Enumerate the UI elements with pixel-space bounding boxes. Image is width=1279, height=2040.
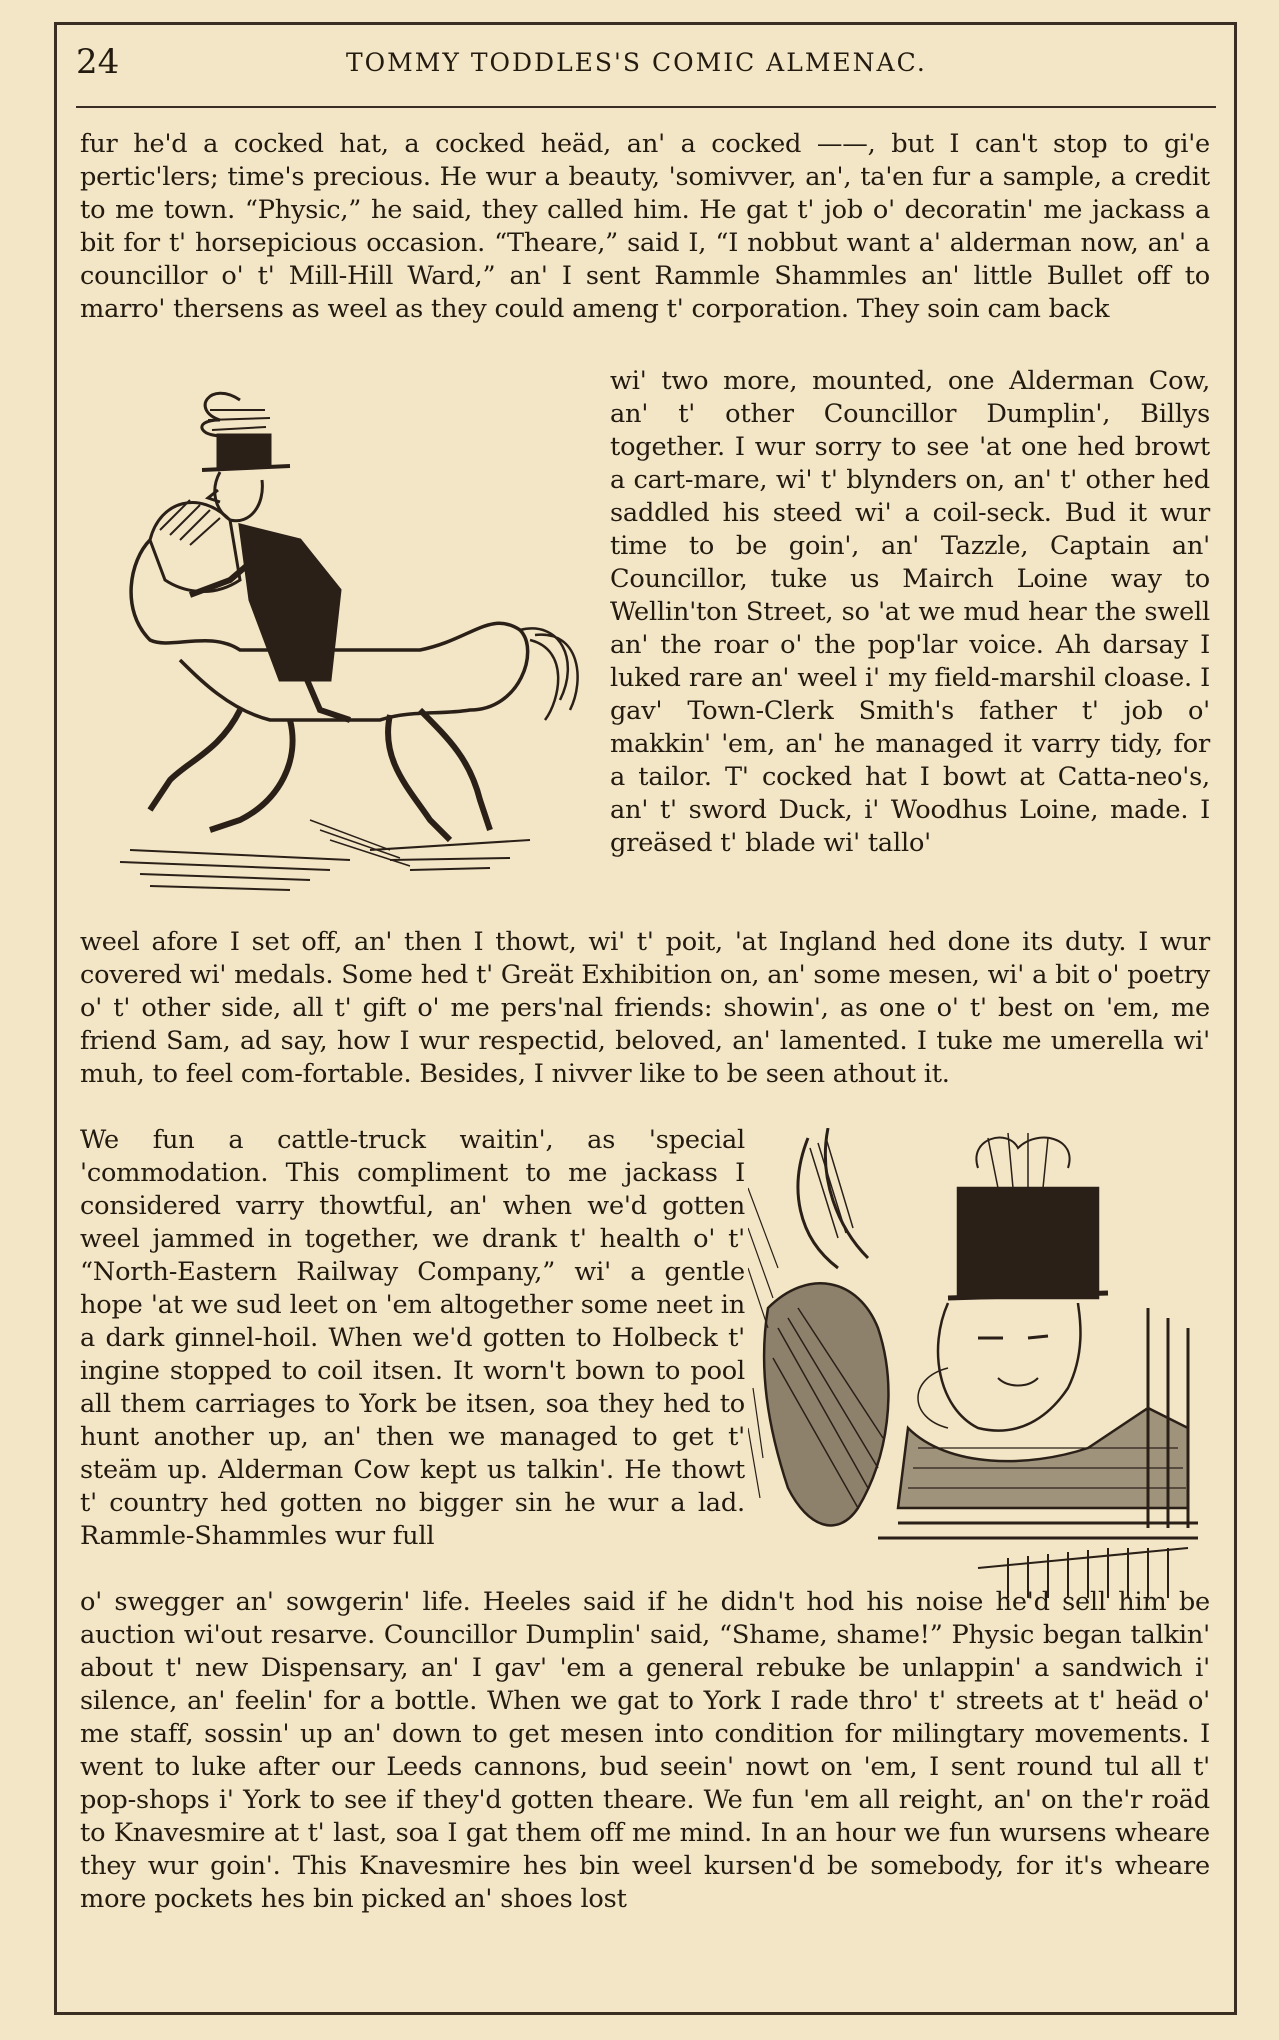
border-left-rule	[54, 22, 57, 2012]
header-divider	[76, 106, 1216, 108]
border-top-rule	[54, 22, 1237, 25]
paragraph-2: wi' two more, mounted, one Alderman Cow, an' t' other Councillor Dumplin', Billys together. I wur sorry to see 'at one hed browt a cart-mare, wi' t' blynders on, an' t' other hed saddled his steed wi' a coil-seck. Bud it wur time to be goin', an' Tazzle, Captain an' Councillor, tuke us Mairch Loine way to Wellin'ton Street, so 'at we mud hear the swell an' the roar o' the pop'lar voice. Ah darsay I luked rare an' weel i' my field-marshil cloase. I gav' Town-Clerk Smith's father t' job o' makkin' 'em, an' he managed it varry tidy, for a tailor. T' cocked hat I bowt at Catta-neo's, an' t' sword Duck, i' Woodhus Loine, made. I greäsed t' blade wi' tallo'	[610, 366, 1210, 858]
paragraph-1: fur he'd a cocked hat, a cocked heäd, an' a cocked ——, but I can't stop to gi'e pertic'lers; time's precious. He wur a beauty, 'somivver, an', ta'en fur a sample, a credit to me town. “Physic,” he said, they called him. He gat t' job o' decoratin' me jackass a bit for t' horsepicious occasion. “Theare,” said I, “I nobbut want a' alderman now, an' a councillor o' t' Mill-Hill Ward,” an' I sent Rammle Shammles an' little Bullet off to marro' thersens as weel as they could ameng t' corporation. They soin cam back	[80, 129, 1210, 324]
border-right-rule	[1234, 22, 1237, 2012]
donkey-soldier-illustration	[748, 1128, 1210, 1602]
page-header	[76, 40, 1216, 88]
paragraph-3: weel afore I set off, an' then I thowt, wi' t' poit, 'at Ingland hed done its duty. I wur covered wi' medals. Some hed t' Greät Exhibition on, an' some mesen, wi' a bit o' poetry o' t' other side, all t' gift o' me pers'nal friends: showin', as one o' t' best on 'em, me friend Sam, ad say, how I wur respectid, beloved, an' lamented. I tuke me umerella wi' muh, to feel com-fortable. Besides, I nivver like to be seen athout it.	[80, 927, 1210, 1089]
border-bottom-rule	[54, 2012, 1237, 2015]
running-title: TOMMY TODDLES'S COMIC ALMENAC.	[346, 48, 927, 77]
page-number: 24	[76, 42, 120, 82]
paragraph-5: o' swegger an' sowgerin' life. Heeles said if he didn't hod his noise he'd sell him be auction wi'out resarve. Councillor Dumplin' said, “Shame, shame!” Physic began talkin' about t' new Dispensary, an' I gav' 'em a general rebuke be unlappin' a sandwich i' silence, an' feelin' for a bottle. When we gat to York I rade thro' t' streets at t' heäd o' me staff, sossin' up an' down to get mesen into condition for milingtary movements. I went to luke after our Leeds cannons, bud seein' nowt on 'em, I sent round tul all t' pop-shops i' York to see if they'd gotten theare. We fun 'em all reight, an' on the'r roäd to Knavesmire at t' last, soa I gat them off me mind. In an hour we fun wursens wheare they wur goin'. This Knavesmire hes bin weel kursen'd be somebody, for it's wheare more pockets hes bin picked an' shoes lost	[80, 1587, 1210, 1914]
man-on-horse-illustration	[90, 380, 590, 920]
paragraph-4: We fun a cattle-truck waitin', as 'special 'commodation. This compliment to me jackass I considered varry thowtful, an' when we'd gotten weel jammed in together, we drank t' health o' t' “North-Eastern Railway Company,” wi' a gentle hope 'at we sud leet on 'em altogether some neet in a dark ginnel-hoil. When we'd gotten to Holbeck t' ingine stopped to coil itsen. It worn't bown to pool all them carriages to York be itsen, soa they hed to hunt another up, an' then we managed to get t' steäm up. Alderman Cow kept us talkin'. He thowt t' country hed gotten no bigger sin he wur a lad. Rammle-Shammles wur full	[80, 1125, 745, 1551]
